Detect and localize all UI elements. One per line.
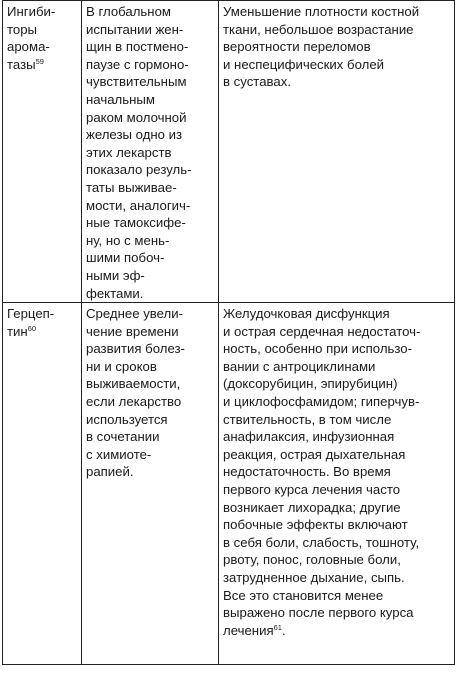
drug-name-line	[7, 56, 77, 74]
study-results-line: с химиоте-	[86, 446, 152, 462]
side-effects-text: Все это становится менее	[223, 587, 384, 603]
side-effects-text: возникает лихорадка; другие	[223, 499, 401, 515]
side-effects-text: анафилаксия, инфузионная	[223, 429, 395, 445]
side-effects-line	[223, 323, 450, 341]
side-effects-line	[223, 604, 450, 622]
study-results-line: раком молочной	[86, 109, 187, 125]
table-row	[3, 303, 455, 665]
side-effects-text: лечения	[223, 622, 274, 638]
drug-name-line	[7, 323, 77, 341]
side-effects-text: ность, особенно при использо-	[223, 341, 413, 357]
side-effects-cell	[219, 1, 455, 303]
side-effects-text: и неспецифических болей	[223, 56, 385, 72]
study-results-line: показало резуль-	[86, 162, 192, 178]
side-effects-line	[223, 411, 450, 429]
side-effects-line	[223, 73, 450, 91]
study-results-line: выживаемости,	[86, 376, 181, 392]
side-effects-text: Желудочковая дисфункция	[223, 306, 390, 322]
drug-name-text: тин	[7, 323, 28, 339]
study-results-line: ни и сроков	[86, 358, 157, 374]
study-results-cell	[82, 303, 219, 665]
drug-name-cell	[3, 303, 82, 665]
study-results-line: этих лекарств	[86, 144, 172, 160]
side-effects-text: ствительность, в том числе	[223, 411, 392, 427]
side-effects-text: первого курса лечения часто	[223, 482, 401, 498]
drug-name-text: тазы	[7, 56, 36, 72]
side-effects-text: рвоту, понос, головные боли,	[223, 552, 401, 568]
side-effects-line	[223, 305, 450, 323]
side-effects-text: в себя боли, слабость, тошноту,	[223, 534, 420, 550]
side-effects-line	[223, 499, 450, 517]
side-effects-line	[223, 21, 450, 39]
study-results-line: железы одно из	[86, 127, 183, 143]
table-body	[3, 1, 455, 665]
side-effects-text: ткани, небольшое возрастание	[223, 21, 414, 37]
side-effects-line	[223, 463, 450, 481]
drug-name-line	[7, 21, 77, 39]
side-effects-line	[223, 428, 450, 446]
side-effects-line	[223, 56, 450, 74]
footnote-ref: 61	[273, 622, 282, 632]
side-effects-line: лечения$^{61}$.	[223, 622, 286, 638]
drug-name-text: арома-	[7, 39, 50, 55]
side-effects-text: (доксорубицин, эпирубицин)	[223, 376, 398, 392]
drug-name-cell	[3, 1, 82, 303]
table-row	[3, 1, 455, 303]
drug-name-line	[7, 38, 77, 56]
side-effects-cell	[219, 303, 455, 665]
study-results-line: испытании жен-	[86, 21, 184, 37]
drug-effects-table	[2, 0, 455, 665]
study-results-line: В глобальном	[86, 4, 171, 19]
study-results-line: ные тамоксифе-	[86, 215, 186, 231]
study-results-line: шими побоч-	[86, 250, 165, 266]
side-effects-line	[223, 516, 450, 534]
drug-name-line	[7, 305, 77, 323]
study-results-line: ными эф-	[86, 267, 145, 283]
study-results-line: мости, аналогич-	[86, 197, 191, 213]
side-effects-line	[223, 375, 450, 393]
side-effects-line	[223, 358, 450, 376]
study-results-line: чувствительным	[86, 74, 187, 90]
side-effects-text: в суставах.	[223, 74, 291, 90]
side-effects-text: реакция, острая дыхательная	[223, 446, 406, 462]
side-effects-line	[223, 3, 450, 21]
study-results-line: чение времени	[86, 323, 179, 339]
drug-name-text: Ингиби-	[7, 4, 56, 19]
side-effects-line	[223, 446, 450, 464]
study-results-line: используется	[86, 411, 168, 427]
side-effects-text: недостаточность. Во время	[223, 464, 391, 480]
side-effects-text: Уменьшение плотности костной	[223, 4, 420, 19]
side-effects-text: и циклофосфамидом; гиперчув-	[223, 394, 420, 410]
drug-name-text: торы	[7, 21, 38, 37]
study-results-line: паузе с гормоно-	[86, 56, 189, 72]
study-results-line: рапией.	[86, 464, 134, 480]
side-effects-text: побочные эффекты включают	[223, 517, 408, 533]
side-effects-text: и острая сердечная недостаточ-	[223, 323, 421, 339]
side-effects-text: выражено после первого курса	[223, 605, 414, 621]
footnote-ref: 60	[27, 323, 37, 333]
study-results-line: начальным	[86, 91, 155, 107]
drug-side-effects-table-page	[2, 0, 455, 677]
drug-name-line	[7, 3, 77, 21]
study-results-line: ну, но с мень-	[86, 232, 170, 248]
side-effects-line	[223, 38, 450, 56]
side-effects-text: затрудненное дыхание, сыпь.	[223, 570, 405, 585]
study-results-line: таты выживае-	[86, 179, 177, 195]
study-results-line: Среднее увели-	[86, 306, 184, 322]
study-results-line: развития болез-	[86, 341, 185, 357]
study-results-line: в сочетании	[86, 429, 160, 445]
side-effects-line	[223, 393, 450, 411]
study-results-line: щин в постмено-	[86, 39, 189, 55]
side-effects-line	[223, 481, 450, 499]
side-effects-line	[223, 340, 450, 358]
side-effects-text: вероятности переломов	[223, 39, 371, 55]
side-effects-line	[223, 534, 450, 552]
study-results-line: фектами.	[86, 285, 144, 301]
drug-name-text: Герцеп-	[7, 306, 55, 322]
side-effects-line	[223, 587, 450, 605]
study-results-line: если лекарство	[86, 394, 182, 410]
side-effects-text: вании с антроциклинами	[223, 358, 376, 374]
footnote-ref: 59	[35, 56, 44, 66]
side-effects-line	[223, 551, 450, 569]
side-effects-line	[223, 569, 450, 587]
study-results-cell	[82, 1, 219, 303]
